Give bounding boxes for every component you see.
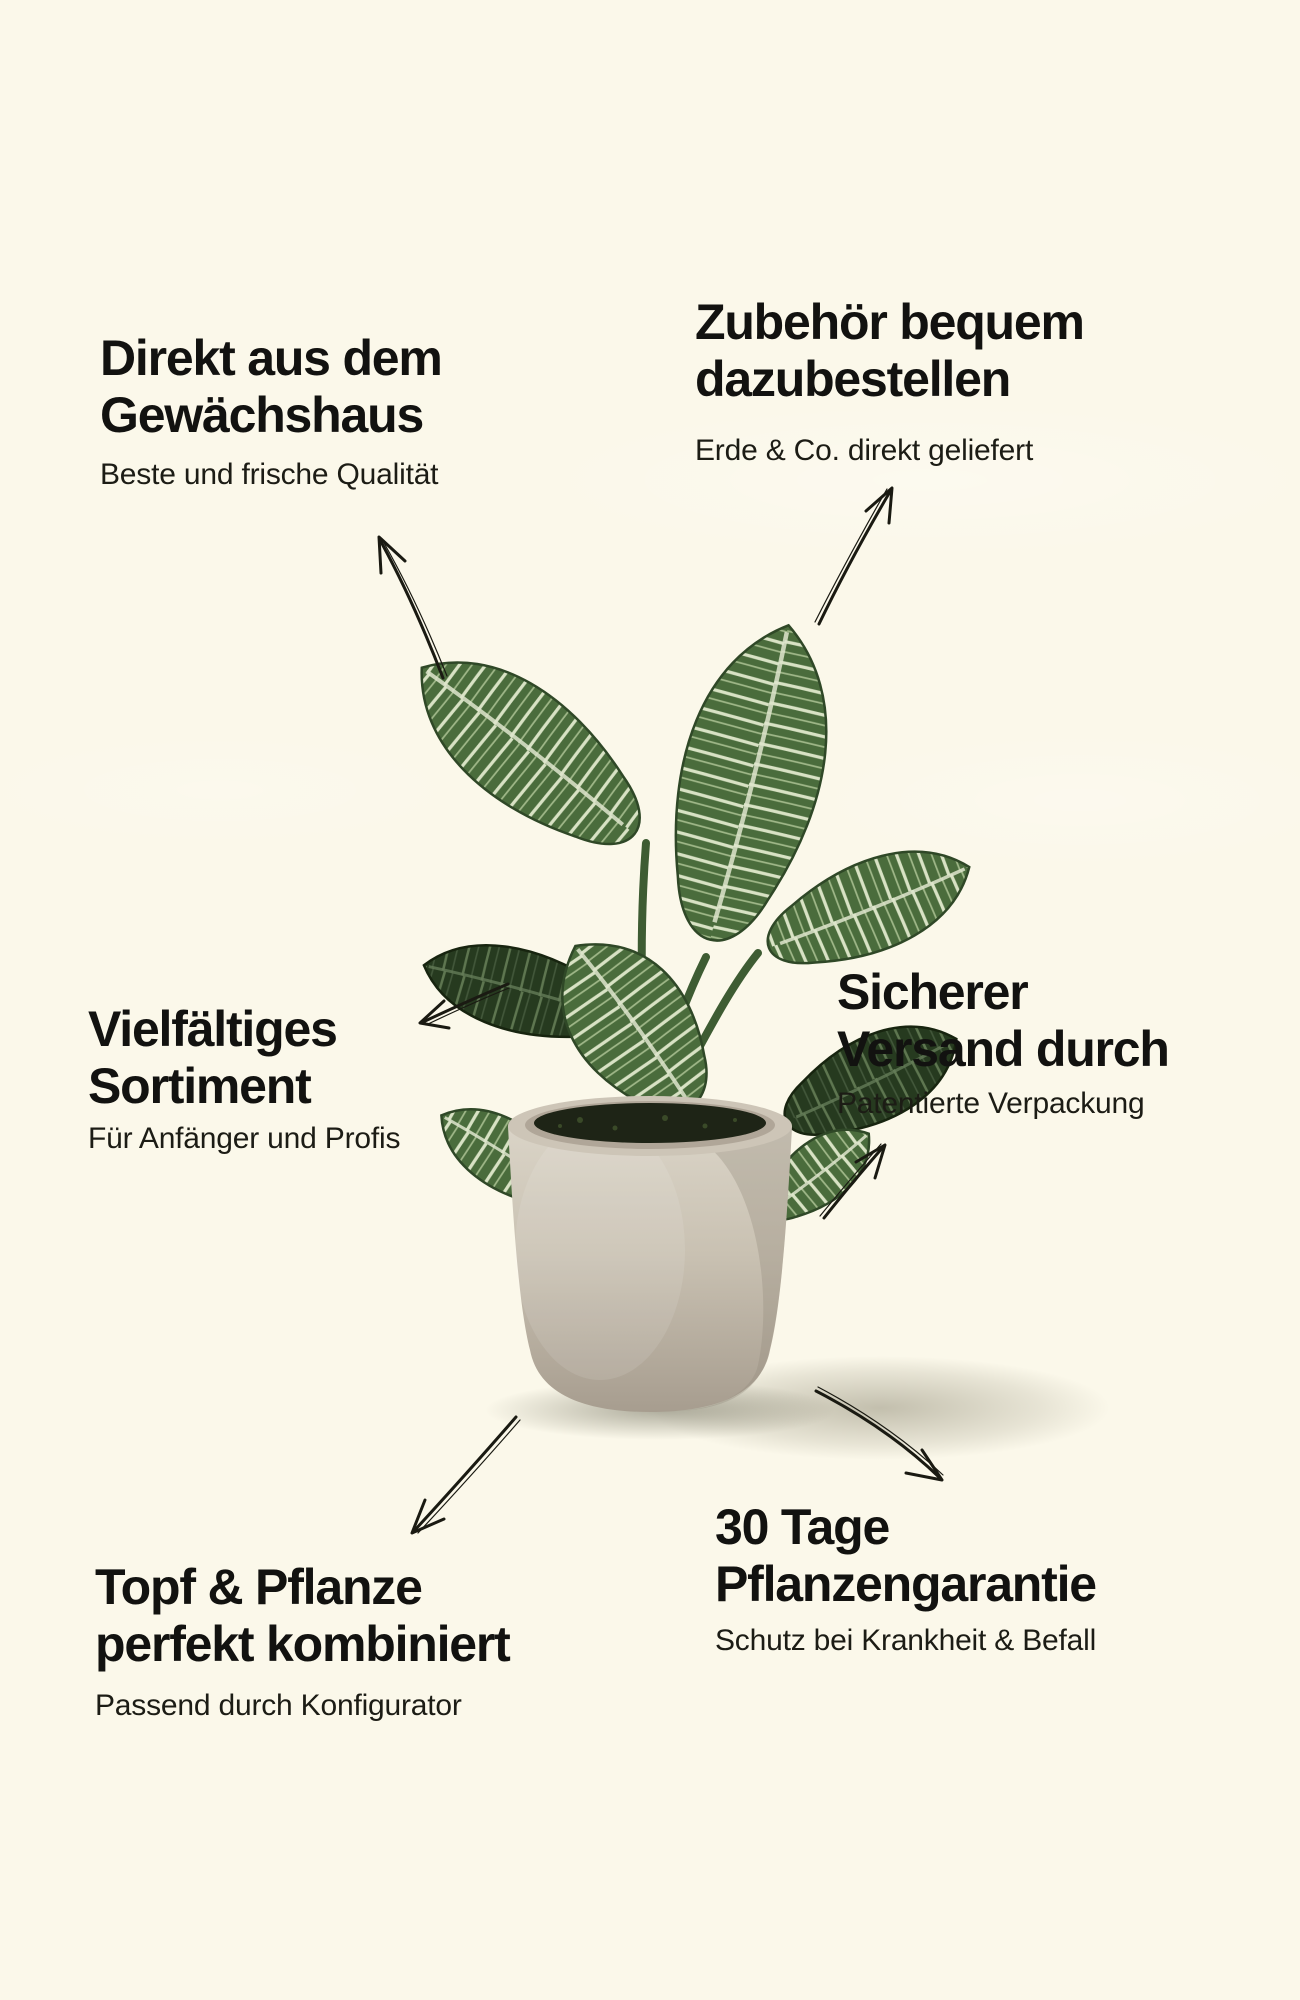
feature-assortment-title: Vielfältiges Sortiment	[88, 1001, 337, 1114]
arrow-greenhouse-icon	[379, 537, 447, 678]
feature-configurator-subtitle: Passend durch Konfigurator	[95, 1689, 462, 1722]
feature-shipping	[837, 964, 1169, 1122]
feature-shipping-title: Sicherer Versand durch	[837, 964, 1169, 1077]
feature-accessories-title: Zubehör bequem dazubestellen	[695, 294, 1084, 407]
soil	[534, 1103, 766, 1143]
feature-accessories-subtitle: Erde & Co. direkt geliefert	[695, 434, 1034, 467]
feature-shipping-subtitle: Patentierte Verpackung	[837, 1087, 1145, 1120]
feature-configurator	[95, 1559, 510, 1724]
pot	[508, 1096, 792, 1412]
feature-guarantee-subtitle: Schutz bei Krankheit & Befall	[715, 1624, 1097, 1657]
feature-assortment-subtitle: Für Anfänger und Profis	[88, 1122, 401, 1155]
feature-guarantee	[715, 1499, 1096, 1659]
feature-greenhouse	[100, 330, 442, 493]
feature-guarantee-title: 30 Tage Pflanzengarantie	[715, 1499, 1096, 1612]
feature-greenhouse-subtitle: Beste und frische Qualität	[100, 458, 439, 491]
feature-assortment	[88, 1001, 400, 1157]
feature-accessories	[695, 294, 1084, 469]
feature-greenhouse-title: Direkt aus dem Gewächshaus	[100, 330, 442, 443]
arrow-configurator-icon	[412, 1417, 520, 1533]
feature-configurator-title: Topf & Pflanze perfekt kombiniert	[95, 1559, 510, 1672]
